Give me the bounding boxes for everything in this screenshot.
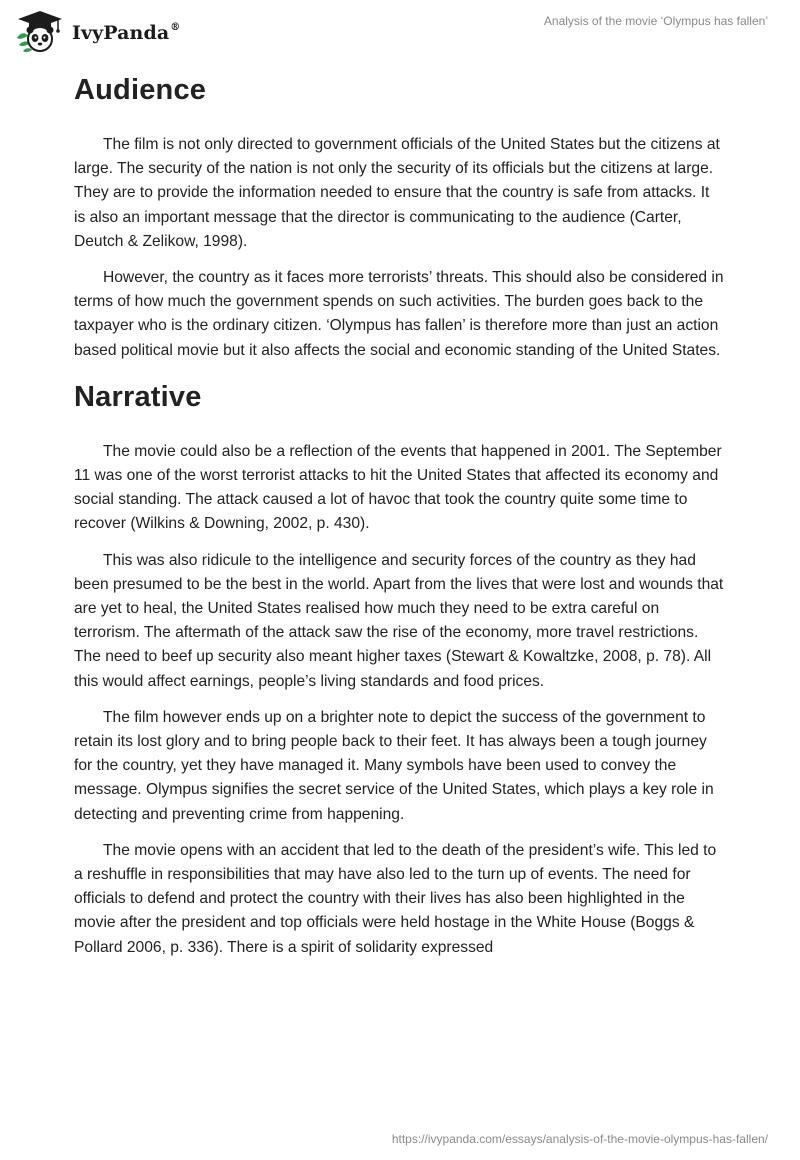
paragraph: The movie could also be a reflection of the events that happened in 2001. The September 11 was one of the worst terrorist attacks to hit the United States that affected its economy and social standing. The attack caused a lot of havoc that took the country quite some time to recover (Wilkins & Downing, 2002, p. 430). <box>74 442 722 533</box>
panda-graduate-logo-icon <box>14 8 66 54</box>
page-header <box>0 0 800 64</box>
paragraph: This was also ridicule to the intelligence and security forces of the country as they had been presumed to be the best in the world. Apart from the lives that were lost and wounds that are yet to heal, the United States realised how much they need to be extra careful on terrorism. The aftermath of the attack saw the rise of the economy, more travel restrictions. The need to beef up security also meant higher taxes (Stewart & Kowaltzke, 2008, p. 78). All this would affect earnings, people’s living standards and food prices. <box>74 551 724 690</box>
paragraph: However, the country as it faces more terrorists’ threats. This should also be considered in terms of how much the government spends on such activities. The burden goes back to the taxpayer who is the ordinary citizen. ‘Olympus has fallen’ is therefore more than just an action based political movie but it also affects the social and economic standing of the United States. <box>74 269 724 359</box>
ivypanda-logo[interactable] <box>14 8 180 54</box>
logo-wordmark <box>72 22 180 44</box>
source-url[interactable]: https://ivypanda.com/essays/analysis-of-the-movie-olympus-has-fallen/ <box>391 1132 768 1146</box>
essay-body <box>74 68 724 972</box>
paragraph: The film however ends up on a brighter note to depict the success of the government to retain its lost glory and to bring people back to their feet. It has always been a tough journey for the country, yet they have managed it. Many symbols have been used to convey the message. Olympus signifies the secret service of the United States, which plays a key role in detecting and preventing crime from happening. <box>74 708 714 823</box>
heading-narrative: Narrative <box>74 380 202 413</box>
paragraph: The movie opens with an accident that led to the death of the president’s wife. This led to a reshuffle in responsibilities that may have also led to the turn up of events. The need for officials to defend and protect the country with their lives has also been highlighted in the movie after the president and top officials were held hostage in the White House (Boggs & Pollard 2006, p. 336). There is a spirit of solidarity expressed <box>74 841 717 956</box>
registered-mark: ® <box>170 21 181 33</box>
document-title: Analysis of the movie ‘Olympus has fallen’ <box>543 14 768 28</box>
brand-name: IvyPanda <box>72 22 170 44</box>
paragraph: The film is not only directed to government officials of the United States but the citizens at large. The security of the nation is not only the security of its officials but the citizens at large. They are to provide the information needed to ensure that the country is safe from attacks. It is also an important message that the director is communicating to the audience (Carter, Deutch & Zelikow, 1998). <box>74 136 720 250</box>
heading-audience: Audience <box>74 74 207 106</box>
